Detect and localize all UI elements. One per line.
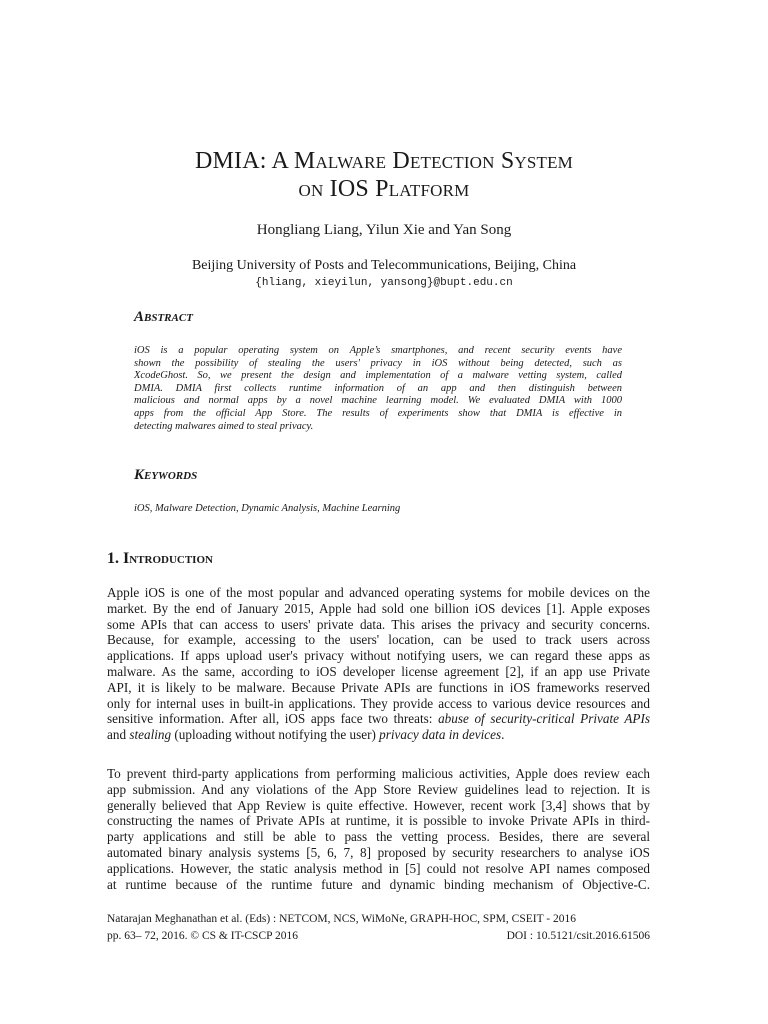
paragraph-line: generally believed that App Review is quite effective. However, recent work [3,4] shows that by bbox=[107, 797, 650, 813]
keywords-text: iOS, Malware Detection, Dynamic Analysis, Machine Learning bbox=[134, 503, 401, 514]
abstract-line: detecting malwares aimed to steal privacy. bbox=[134, 420, 314, 432]
abstract-heading: Abstract bbox=[134, 309, 193, 325]
paragraph-line: To prevent third-party applications from performing malicious activities, Apple does review each bbox=[107, 766, 650, 781]
abstract-line: iOS is a popular operating system on Apple’s smartphones, and recent security events have bbox=[134, 345, 622, 356]
footer-proceedings: Natarajan Meghanathan et al. (Eds) : NETCOM, NCS, WiMoNe, GRAPH-HOC, SPM, CSEIT - 2016 bbox=[107, 913, 576, 925]
authors: Hongliang Liang, Yilun Xie and Yan Song bbox=[256, 222, 512, 238]
paper-title-line-1: DMIA: A Malware Detection System bbox=[194, 148, 574, 174]
abstract-line: DMIA. DMIA first collects runtime information of an app and then distinguish between bbox=[134, 382, 622, 394]
paragraph-line: party applications and still be able to pass the vetting process. Besides, there are several bbox=[107, 829, 650, 845]
paragraph-line: some APIs that can access to users' private data. This arises the privacy and security concerns. bbox=[107, 616, 650, 632]
paragraph-text: sensitive information. After all, iOS apps face two threats: bbox=[107, 711, 433, 727]
author-emails: {hliang, xieyilun, yansong}@bupt.edu.cn bbox=[255, 277, 513, 289]
keywords-heading: Keywords bbox=[134, 467, 198, 483]
paragraph-line: app submission. And any violations of the App Store Review guidelines lead to rejection. It is bbox=[107, 781, 650, 797]
paragraph-line: Because, for example, accessing to the users' location, can be used to track users across bbox=[107, 632, 650, 648]
abstract-line: apps from the official App Store. The results of experiments show that DMIA is effective in bbox=[134, 407, 622, 419]
paragraph-line: at runtime because of the runtime future and dynamic binding mechanism of Objective-C. bbox=[107, 876, 650, 892]
paragraph-line bbox=[107, 711, 650, 727]
paragraph-line: Apple iOS is one of the most popular and advanced operating systems for mobile devices on the bbox=[107, 585, 650, 600]
paragraph-line: applications. However, the static analysis method in [5] could not resolve API names composed bbox=[107, 860, 650, 876]
paragraph-line: market. By the end of January 2015, Apple had sold one billion iOS devices [1]. Apple exposes bbox=[107, 600, 650, 616]
abstract-line: XcodeGhost. So, we present the design and implementation of a malware vetting system, called bbox=[134, 370, 622, 382]
abstract-line: malicious and normal apps by a novel machine learning model. We evaluated DMIA with 1000 bbox=[134, 395, 622, 407]
affiliation: Beijing University of Posts and Telecommunications, Beijing, China bbox=[191, 258, 577, 273]
introduction-paragraph-2 bbox=[107, 766, 650, 892]
paragraph-line bbox=[107, 727, 650, 743]
emphasis-text: privacy data in devices bbox=[379, 727, 502, 743]
paragraph-line: only for internal uses in built-in applications. They provide access to various device resources and bbox=[107, 695, 650, 711]
paragraph-line: API, it is likely to be malware. Because Private APIs are functions in iOS frameworks reserved bbox=[107, 679, 650, 695]
paragraph-text: (uploading without notifying the user) bbox=[174, 727, 376, 743]
paragraph-line: automated binary analysis systems [5, 6, 7, 8] proposed by security researchers to analyse iOS bbox=[107, 844, 650, 860]
paragraph-line: applications. If apps upload user's privacy without notifying users, we can regard these apps as bbox=[107, 648, 650, 664]
footer-doi: DOI : 10.5121/csit.2016.61506 bbox=[506, 930, 650, 942]
paper-title-line-2: on IOS Platform bbox=[298, 176, 470, 202]
footer-pages: pp. 63– 72, 2016. © CS & IT-CSCP 2016 bbox=[107, 930, 298, 942]
footer-citation bbox=[107, 930, 650, 942]
introduction-paragraph-1 bbox=[107, 585, 650, 743]
paragraph-text: . bbox=[501, 727, 505, 743]
paragraph-line: malware. As the same, according to iOS developer license agreement [2], if an app use Private bbox=[107, 663, 650, 679]
emphasis-text: stealing bbox=[129, 727, 172, 743]
emphasis-text: abuse of security-critical Private APIs bbox=[438, 711, 651, 727]
abstract-text bbox=[134, 345, 622, 433]
abstract-line: shown the possibility of stealing the users' privacy in iOS without being detected, such as bbox=[134, 357, 622, 369]
paragraph-text: and bbox=[107, 727, 127, 743]
paragraph-line: constructing the names of Private APIs at runtime, it is possible to invoke Private APIs in third- bbox=[107, 813, 650, 829]
introduction-heading: 1. Introduction bbox=[107, 550, 213, 567]
